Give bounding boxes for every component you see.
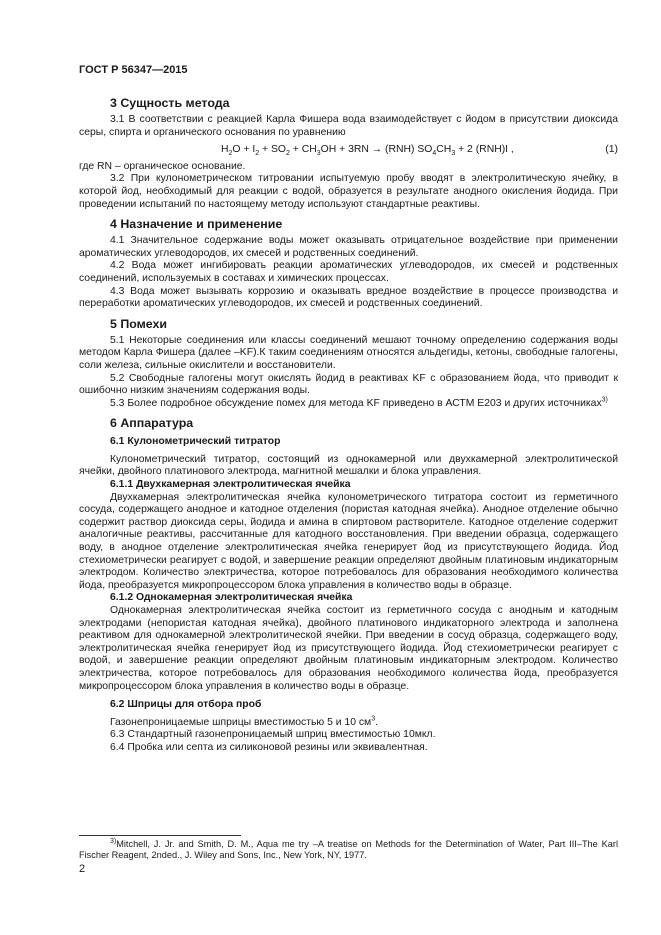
page-content bbox=[79, 90, 618, 755]
standard-header: ГОСТ Р 56347—2015 bbox=[79, 64, 188, 76]
section-6-title: 6 Аппаратура bbox=[110, 416, 194, 431]
equation-number: (1) bbox=[605, 144, 618, 156]
paragraph-4-1: 4.1 Значительное содержание воды может оказывать отрицательное воздействие при применении ароматических углеводородов, их смесей и родственных соединений. bbox=[79, 235, 618, 259]
paragraph-4-3: 4.3 Вода может вызывать коррозию и оказывать вредное воздействие в процессе производства и переработки ароматических углеводородов, их смесей и родственных соединений. bbox=[79, 285, 618, 310]
paragraph-6-1: Кулонометрический титратор, состоящий из однокамерной или двухкамерной электролитической ячейки, двойного платинового электрода, магнитной мешалки и блока управления. bbox=[79, 453, 618, 478]
paragraph-4-2: 4.2 Вода может ингибировать реакции ароматических углеводородов, их смесей и родственных соединений, используемых в составах и химических процессах. bbox=[79, 260, 618, 284]
paragraph-5-1: 5.1 Некоторые соединения или классы соединений мешают точному определению содержания воды методом Карла Фишера (далее –KF).К таким соединениям относятся альдегиды, кетоны, свободные галогены, соли железа, сильные окислители и восстановители. bbox=[79, 334, 618, 371]
equation-formula: $H_2O + I_2 + SO_2 + CH_3OH + 3RN \to (RNH) SO_4CH_3 + 2$ (RNH)I , bbox=[221, 144, 514, 158]
paragraph-3-1: 3.1 В соответствии с реакцией Карла Фишера вода взаимодействует с йодом в присутствии диоксида серы, спирта и органического основания по уравнению bbox=[79, 114, 618, 138]
paragraph-6-1-2: Однокамерная электролитическая ячейка состоит из герметичного сосуда с анодным и катодным электродами (непористая катодная ячейка), двойного платинового индикаторного электрода и заполнена реактивом для однокамерной электролитической ячейки. При введении в сосуд образца, содержащего воду, электролитическая ячейка генерирует йод из присутствующего йодида. Йод стехиометрически реагирует с водой, и завершение реакции определяют двойным платиновым индикаторным электродом. Количество электричества, которое потребовалось для образования необходимого количества йода, преобразуется микропроцессором блока управления в количество воды в образце. bbox=[79, 605, 618, 692]
section-5-title: 5 Помехи bbox=[110, 316, 168, 331]
section-4-title: 4 Назначение и применение bbox=[110, 217, 283, 232]
footnote-ref: 3) bbox=[601, 396, 608, 404]
paragraph-6-4: 6.4 Пробка или септа из силиконовой резины или эквивалентная. bbox=[110, 741, 428, 753]
section-3-title: 3 Сущность метода bbox=[110, 96, 230, 110]
paragraph-5-3: 5.3 Более подробное обсуждение помех для метода KF приведено в АСТМ Е203 и других источниках$^{3)}$ bbox=[110, 396, 608, 409]
page-number: 2 bbox=[79, 863, 86, 875]
equation-1 bbox=[79, 144, 618, 157]
footnote-divider bbox=[79, 835, 241, 836]
paragraph-3-2: 3.2 При кулонометрическом титровании испытуемую пробу вводят в электролитическую ячейку, в которой йод, необходимый для реакции с водой, образуется в результате анодного окисления йодида. При проведении испытаний по настоящему методу используют стандартные реактивы. bbox=[79, 173, 618, 210]
paragraph-rn-definition: где RN – органическое основание. bbox=[79, 160, 246, 172]
footnote-text: Mitchell, J. Jr. and Smith, D. M., Aqua me try –A treatise on Methods for the Determination of Water, Part III–The Karl Fischer Reagent, 2nded., J. Wiley and Sons, Inc., New York, NY, 1977. bbox=[79, 839, 618, 861]
section-6-1-2-title: 6.1.2 Однокамерная электролитическая ячейка bbox=[110, 592, 353, 604]
section-6-1-1-title: 6.1.1 Двухкамерная электролитическая ячейка bbox=[110, 479, 351, 491]
paragraph-6-1-1: Двухкамерная электролитическая ячейка кулонометрического титратора состоит из герметичного сосуда, содержащего анодное и катодное отделения (пористая катодная ячейка). Анодное отделение обычно содержит раствор диоксида серы, йодида и амина в спиртовом растворителе. Катодное отделение содержит аналогичные реактивы, рассчитанные для катодного восстановления. При введении образца, содержащего воду, в анодное отделение электролитическая ячейка генерирует йод из присутствующего йодида. Йод стехиометрически реагирует с водой, и завершение реакции определяют двойным платиновым индикаторным электродом. Количество электричества, которое потребовалось для образования необходимого количества йода, преобразуется микропроцессором блока управления в количество воды в образце. bbox=[79, 491, 618, 591]
paragraph-6-3: 6.3 Стандартный газонепроницаемый шприц вместимостью 10мкл. bbox=[110, 729, 436, 741]
section-6-2-title: 6.2 Шприцы для отбора проб bbox=[110, 699, 262, 711]
paragraph-6-2: Газонепроницаемые шприцы вместимостью 5 и 10 $см^3$. bbox=[110, 715, 379, 728]
section-6-1-title: 6.1 Кулонометрический титратор bbox=[110, 436, 281, 448]
paragraph-5-2: 5.2 Свободные галогены могут окислять йодид в реактивах KF с образованием йода, что приводит к ошибочно низким значениям содержания воды. bbox=[79, 372, 618, 397]
footnote bbox=[79, 839, 618, 862]
footnote-marker: 3) bbox=[110, 837, 117, 845]
